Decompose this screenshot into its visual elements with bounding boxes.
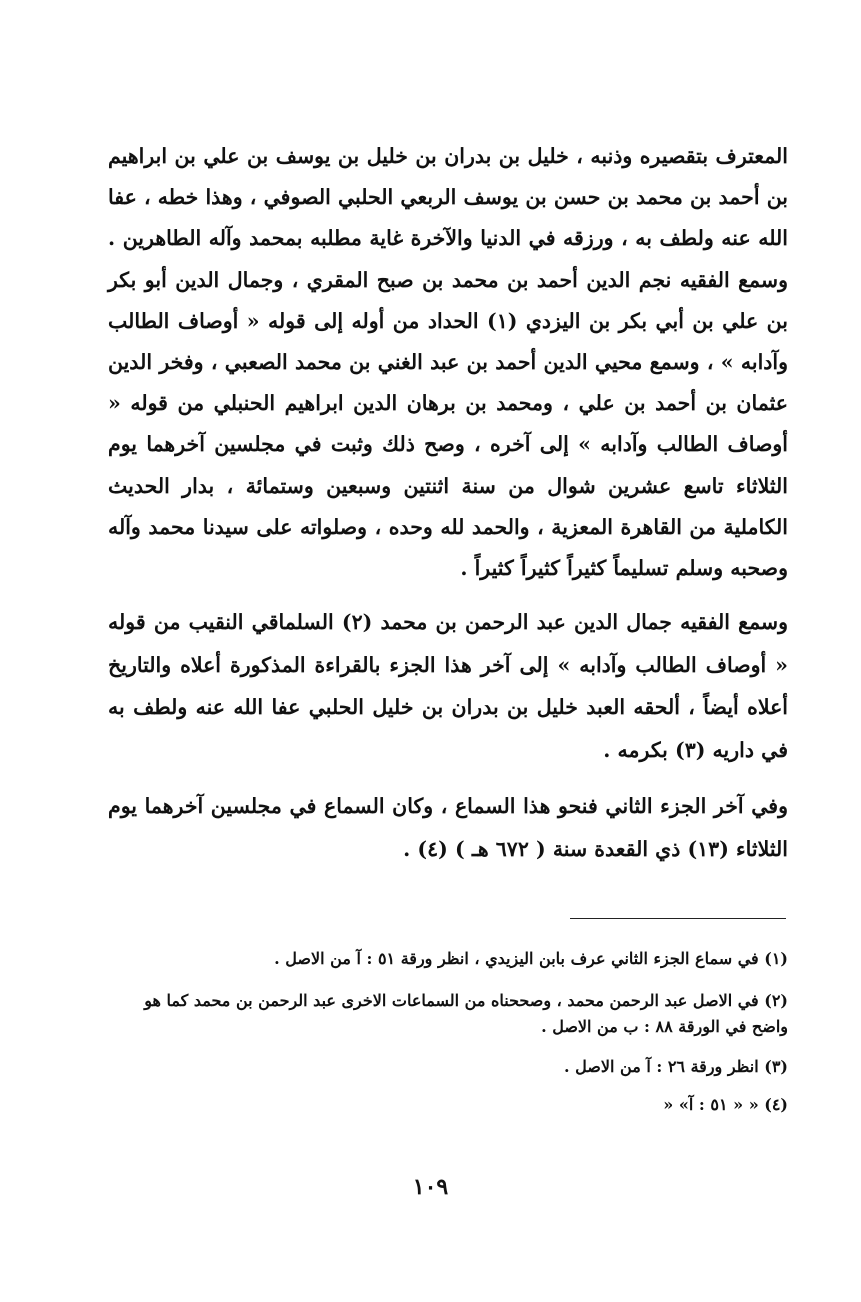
footnote-separator	[570, 918, 786, 919]
footnote-4: (٤) « « ٥١ : آ» «	[663, 1095, 788, 1114]
paragraph-3: وفي آخر الجزء الثاني فنحو هذا السماع ، وكان السماع في مجلسين آخرهما يوم الثلاثاء (١٣) ذي القعدة سنة ( ٦٧٢ هـ ) (٤) .	[108, 794, 788, 861]
paragraph-1: المعترف بتقصيره وذنبه ، خليل بن بدران بن خليل بن يوسف بن علي بن ابراهيم بن أحمد بن محمد بن حسن بن يوسف الربعي الحلبي الصوفي ، وهذا خطه ، عفا الله عنه ولطف به ، ورزقه في الدنيا والآخرة غاية مطلبه بمحمد وآله الطاهرين . وسمع الفقيه نجم الدين أحمد بن محمد بن صبح المقري ، وجمال الدين أبو بكر بن علي بن أبي بكر بن اليزدي (١) الحداد من أوله إلى قوله « أوصاف الطالب وآدابه » ، وسمع محيي الدين أحمد بن عبد الغني بن محمد الصعبي ، وفخر الدين عثمان بن أحمد بن علي ، ومحمد بن برهان الدين ابراهيم الحنبلي من قوله « أوصاف الطالب وآدابه » إلى آخره ، وصح ذلك وثبت في مجلسين آخرهما يوم الثلاثاء تاسع عشرين شوال من سنة اثنتين وسبعين وستمائة ، بدار الحديث الكاملية من القاهرة المعزية ، والحمد لله وحده ، وصلواته على سيدنا محمد وآله وصحبه وسلم تسليماً كثيراً كثيراً كثيراً .	[108, 144, 788, 581]
main-text	[108, 136, 788, 870]
footnotes	[108, 946, 788, 1118]
paragraph-2: وسمع الفقيه جمال الدين عبد الرحمن بن محمد (٢) السلماقي النقيب من قوله « أوصاف الطالب وآدابه » إلى آخر هذا الجزء بالقراءة المذكورة أعلاه والتاريخ أعلاه أيضاً ، ألحقه العبد خليل بن بدران بن خليل الحلبي عفا الله عنه ولطف به في داريه (٣) بكرمه .	[108, 610, 788, 762]
footnote-2: (٢) في الاصل عبد الرحمن محمد ، وصححناه من السماعات الاخرى عبد الرحمن بن محمد كما هو واضح في الورقة ٨٨ : ب من الاصل .	[144, 991, 788, 1036]
footnote-3: (٣) انظر ورقة ٢٦ : آ من الاصل .	[564, 1057, 788, 1076]
footnote-1: (١) في سماع الجزء الثاني عرف بابن اليزيدي ، انظر ورقة ٥١ : آ من الاصل .	[274, 949, 788, 968]
page-number: ١٠٩	[412, 1174, 449, 1200]
